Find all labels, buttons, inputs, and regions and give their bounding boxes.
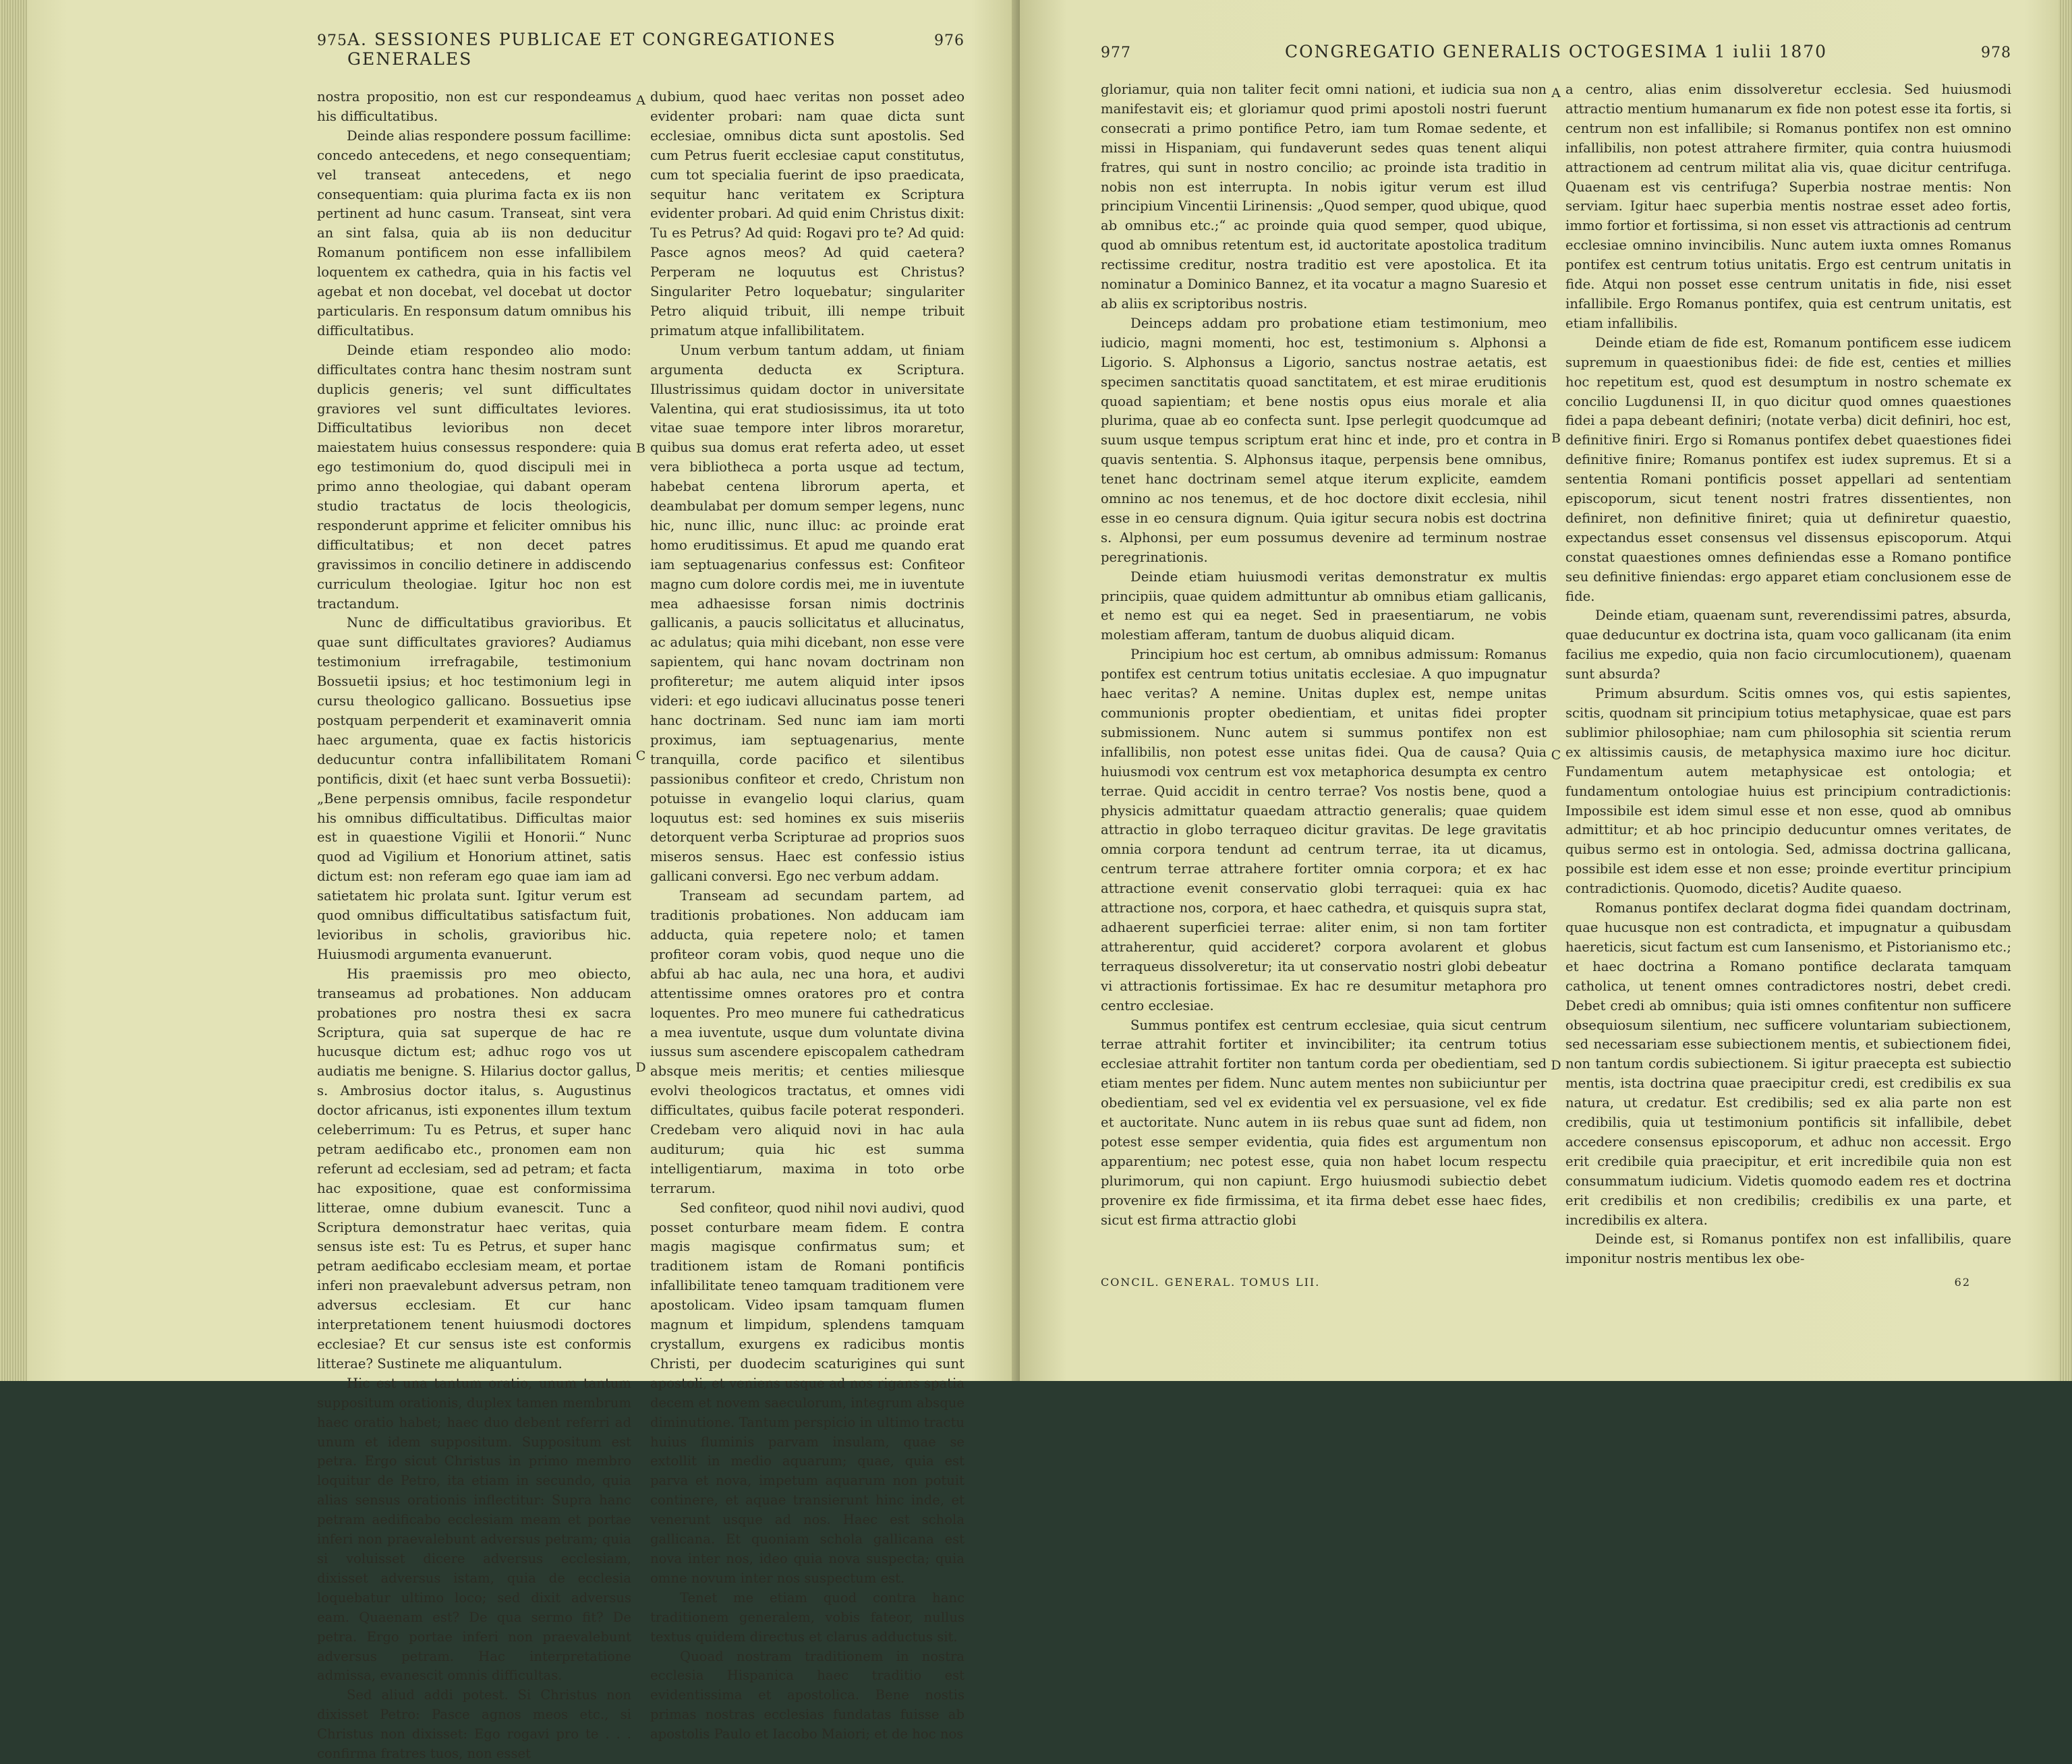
paragraph: His praemissis pro meo obiecto, transeamus ad probationes. Non adducam probationes pro nostra thesi ex sacra Scriptura, quia sat superque de hac re hucusque dictum est; adhuc rogo vos ut audiatis me benigne. S. Hilarius doctor gallus, s. Ambrosius doctor italus, s. Augustinus doctor africanus, isti exponentes illum textum celeberrimum: Tu es Petrus, et super hanc petram aedificabo etc., pronomen eam non referunt ad ecclesiam, sed ad petram; et facta hac expositione, quae est conformissima litterae, omne dubium evanescit. Tunc a Scriptura demonstratur haec veritas, quia sensus iste est: Tu es Petrus, et super hanc petram aedificabo ecclesiam meam, et portae inferi non praevalebunt adversus petram, non adversus ecclesiam. Et cur hanc interpretationem tenent huiusmodi doctores ecclesiae? Et cur sensus iste est conformis litterae? Sustinete me aliquantulum. — [317, 966, 631, 1372]
left-page-edge — [0, 0, 27, 1381]
margin-letter: C — [1551, 748, 1561, 763]
paragraph: a centro, alias enim dissolveretur ecclesia. Sed huiusmodi attractio mentium humanarum ex fide non potest esse ita fortis, si centrum non est infallibile; si Romanus pontifex non est omnino infallibilis, non potest attrahere firmiter, quia contra huiusmodi attractionem ad centrum militat alia vis, quae dicitur centrifuga. Quaenam est vis centrifuga? Superbia nostrae mentis: Non serviam. Igitur haec superbia mentis nostrae esset adeo fortis, immo fortior et fortissima, si non esset vis attractionis ad centrum ecclesiae omnino invincibilis. Nunc autem iuxta omnes Romanus pontifex est centrum totius unitatis. Ergo est centrum unitatis in fide. Atqui non posset esse centrum unitatis in fide, nisi esset infallibile. Ergo Romanus pontifex, quia est centrum unitatis, est etiam infallibilis. — [1565, 82, 2011, 331]
right-running-title: CONGREGATIO GENERALIS OCTOGESIMA 1 iulii 1870 — [1284, 42, 1828, 61]
paragraph: Principium hoc est certum, ab omnibus admissum: Romanus pontifex est centrum totius unitatis ecclesiae. A quo impugnatur haec veritas? A nemine. Unitas duplex est, nempe unitas communionis propter obedientiam, et unitas fidei propter submissionem. Nunc autem si summus pontifex non est infallibilis, non potest esse unitas fidei. Qua de causa? Quia huiusmodi vox centrum est vox metaphorica desumpta ex centro terrae. Quid accidit in centro terrae? Vos nostis bene, quod a physicis admittatur quaedam attractio generalis; quae quidem attractio in globo terraqueo dicitur gravitas. De lege gravitatis omnia corpora tendunt ad centrum terrae, ita ut dicamus, centrum terrae attrahere fortiter omnia corpora; et ex hac attractione evenit conservatio globi terraquei: quia ex hac attractione nos, corpora, et haec cathedra, et quisquis supra stat, adhaerent superficiei terrae: aliter enim, si non tam fortiter attraherentur, quid accideret? corpora avolarent et globus terraqueus dissolveretur; ita ut conservatio nostri globi debeatur vi attractionis fortissimae. Ex hac re desumitur metaphora pro centro ecclesiae. — [1101, 647, 1547, 1013]
right-page-columns — [1101, 80, 2011, 1269]
paragraph: Nunc de difficultatibus gravioribus. Et quae sunt difficultates graviores? Audiamus testimonium irrefragabile, testimonium Bossuetii ipsius; et hoc testimonium legi in cursu theologico gallicano. Bossuetius ipse postquam perpenderit et examinaverit omnia haec argumenta, quae ex factis historicis deducuntur contra infallibilitatem Romani pontificis, dixit (et haec sunt verba Bossuetii): „Bene perpensis omnibus, facile respondetur his omnibus difficultatibus. Difficultas maior est in quaestione Vigilii et Honorii.“ Nunc quod ad Vigilium et Honorium attinet, satis dictum est: non referam ego quae iam iam ad satietatem hic prolata sunt. Igitur verum est quod omnibus difficultatibus satisfactum fuit, levioribus in scholis, gravioribus hic. Huiusmodi argumenta evanuerunt. — [317, 615, 631, 962]
right-page-footer — [1101, 1276, 2011, 1289]
left-page-columns — [317, 88, 965, 1764]
left-page-header — [317, 30, 965, 69]
paragraph: Deinde etiam de fide est, Romanum pontificem esse iudicem supremum in quaestionibus fidei: de fide est, centies et millies hoc repetitum est, quod est desumptum in nostro schemate ex concilio Lugdunensi II, in quo dicitur quod omnes quaestiones fidei a papa debeant definiri; (notate verba) dicit definiri, hoc est, definitive finiri. Ergo si Romanus pontifex debet quaestiones fidei definitive finire; Romanus pontifex est iudex supremus. Et si a sententia Romani pontificis posset appellari ad sententiam episcoporum, sicut tenent nostri fratres dissentientes, non definiret, non definitive finiret; quia ut definiretur quaestio, expectandus esset consensus vel dissensus episcoporum. Atqui constat quaestiones omnes definiendas esse a Romano pontifice seu definitive finiendas: ergo apparet etiam conclusionem esse de fide. — [1565, 334, 2011, 604]
margin-letter: D — [1551, 1058, 1561, 1073]
paragraph: Deinde alias respondere possum facillime: concedo antecedens, et nego consequentiam; vel transeat antecedens, et nego consequentiam: quia plurima facta ex iis non pertinent ad hunc casum. Transeat, sint vera an sint falsa, quia ab iis non deducitur Romanum pontificem non esse infallibilem loquentem ex cathedra, quia in his factis vel agebat et non docebat, vel docebat ut doctor particularis. En responsum datum omnibus his difficultatibus. — [317, 127, 631, 339]
paragraph: Sed confiteor, quod nihil novi audivi, quod posset conturbare meam fidem. E contra magis magisque confirmatus sum; et traditionem istam de Romani pontificis infallibilitate teneo tamquam traditionem vere apostolicam. Video ipsam tamquam flumen magnum et limpidum, splendens tamquam crystallum, exurgens ex radicibus montis Christi, per duodecim scaturigines qui sunt apostoli, et veniens usque ad nos rigans spatia decem et novem saeculorum, integrum absque diminutione. Tantum perspicio in ultimo tractu huius fluminis parvam insulam, quae se extollit in medio aquarum; quae, quia est parva et nova, impetum aquarum non potuit continere, et aquae transierunt hinc inde, et venerunt usque ad nos. Haec est schola gallicana. Et quoniam schola gallicana est nova inter nos, ideo quia nova suspecta; quia omne novum inter nos suspectum est. — [650, 1200, 965, 1586]
margin-letter: B — [1551, 431, 1561, 446]
right-page-header — [1101, 42, 2011, 61]
right-page-number: 977 — [1101, 45, 1131, 61]
paragraph: dubium, quod haec veritas non posset adeo evidenter probari: nam quae dicta sunt ecclesiae, omnibus dicta sunt apostolis. Sed cum Petrus fuerit ecclesiae caput constitutus, cum tot specialia fuerint de ipso praedicata, sequitur hanc veritatem ex Scriptura evidenter probari. Ad quid enim Christus dixit: Tu es Petrus? Ad quid: Rogavi pro te? Ad quid: Pasce agnos meos? Ad quid caetera? Perperam ne loquutus est Christus? Singulariter Petro loquebatur; singulariter Petro aliquid tribuit, illi nempe tribuit primatum atque infallibilitatem. — [650, 89, 965, 339]
paragraph: Primum absurdum. Scitis omnes vos, qui estis sapientes, scitis, quodnam sit principium totius metaphysicae, quae est pars sublimior philosophiae; nam cum philosophia sit scientia rerum ex altissimis causis, de metaphysica maximo iure hoc dicitur. Fundamentum autem metaphysicae est ontologia; et fundamentum ontologiae huius est principium contradictionis: Impossibile est idem simul esse et non esse, quod ab omnibus admittitur; et ab hoc principio deducuntur omnes veritates, de quibus sermo est in ontologia. Sed, admissa doctrina gallicana, possibile est idem esse et non esse; proinde evertitur principium contradictionis. Quomodo, dicetis? Audite quaeso. — [1565, 686, 2011, 897]
right-column-a — [1101, 80, 1556, 1269]
paragraph: Deinde etiam huiusmodi veritas demonstratur ex multis principiis, quae quidem admittuntur ab omnibus etiam gallicanis, et nemo est qui ea neget. Sed in praesentiarum, ne vobis molestiam afferam, tantum de duobus aliquid dicam. — [1101, 568, 1547, 643]
margin-letter: D — [635, 1060, 646, 1075]
paragraph: Deinde etiam, quaenam sunt, reverendissimi patres, absurda, quae deducuntur ex doctrina ista, quam voco gallicanam (ita enim facilius me expedio, quia non facio circumlocutionem), quaenam sunt absurda? — [1565, 608, 2011, 682]
right-page-edge — [2059, 0, 2072, 1381]
paragraph: Romanus pontifex declarat dogma fidei quandam doctrinam, quae hucusque non est contradicta, et impugnatur a quibusdam haereticis, sicut factum est cum Iansenismo, et Pistorianismo etc.; et haec doctrina a Romano pontifice declarata tamquam catholica, ut tenent omnes contradictores nostri, debet credi. Debet credi ab omnibus; quia isti omnes confitentur non sufficere obsequiosum silentium, nec sufficere voluntariam subiectionem, sed necessariam esse subiectionem mentis, et subiectionem fidei, non tantum cordis subiectionem. Si igitur praecepta est subiectio mentis, ista doctrina quae praecipitur credi, est credibilis ex sua natura, ut credatur. Est credibilis; sed ex alia parte non est credibilis, quia ut testimonium pontificis sit infallibile, debet accedere consensus episcoporum, et adhuc non accessit. Ergo erit credibile quia praecipitur, et erit incredibile quia non est consummatum iudicium. Videtis quomodo eadem res et doctrina erit credibilis et non credibilis; credibilis ex una parte, et incredibilis ex altera. — [1565, 900, 2011, 1228]
left-column-b — [641, 88, 965, 1764]
paragraph: Hic est una tantum oratio, unum tantum suppositum orationis, duplex tamen membrum haec oratio habet; haec duo debent referri ad unum et idem suppositum. Suppositum est petra. Ergo sicut Christus in primo membro loquitur de Petro, ita etiam in secundo, quia alias sensus orationis inflectitur: Supra hanc petram aedificabo ecclesiam meam et portae inferi non praevalebunt adversus petram; quia si voluisset dicere adversus ecclesiam, dixisset adversus istam, quia de ecclesia loquebatur ultimo loco; sed dixit adversus eam. Quaenam est? De qua sermo fit? De petra. Ergo portae inferi non praevalebunt adversus petram. Hac interpretatione admissa, evanescit omnis difficultas. — [317, 1375, 631, 1684]
paragraph: Tenet me etiam quod contra hanc traditionem generalem, vobis fateor, nullus textus quidem directus et clarus adductus sit. — [650, 1589, 965, 1645]
paragraph: Sed aliud addi potest. Si Christus non dixisset Petro: Pasce agnos meos etc., si Christus non dixisset: Ego rogavi pro te . . . confirma fratres tuos, non esset — [317, 1687, 631, 1762]
margin-letter: C — [635, 748, 646, 763]
footer-signature: 62 — [1954, 1276, 1971, 1289]
left-page-number: 975 — [317, 32, 347, 49]
left-column-a — [317, 88, 641, 1764]
paragraph: Deinde est, si Romanus pontifex non est infallibilis, quare imponitur nostris mentibus lex obe- — [1565, 1231, 2011, 1267]
paragraph: Deinceps addam pro probatione etiam testimonium, meo iudicio, magni momenti, hoc est, testimonium s. Alphonsi a Ligorio. S. Alphonsus a Ligorio, sanctus nostrae aetatis, est specimen sanctitatis quoad sanctitatem, et est mirae eruditionis quoad sapientiam; et bene nostis opus eius morale et alia plurima, quae ab eo confecta sunt. Ipse perlegit quodcumque ad suum usque tempus scriptum erat hinc et inde, pro et contra in quavis sententia. S. Alphonsus itaque, perpensis bene omnibus, tenet hanc doctrinam semel atque iterum explicite, eamdem omnino ac nos tenemus, et de hoc doctore dixit ecclesia, nihil esse in eo censura dignum. Quia igitur secura nobis est doctrina s. Alphonsi, per eum possumus devenire ad terminum nostrae peregrinationis. — [1101, 315, 1547, 565]
right-page — [1020, 0, 2059, 1381]
left-page — [27, 0, 1018, 1762]
paragraph: gloriamur, quia non taliter fecit omni nationi, et iudicia sua non manifestavit eis; et gloriamur quod primi apostoli nostri fuerunt consecrati a primo pontifice Petro, iam tum Romae sedente, et missi in Hispaniam, qui fundaverunt sedes quas tenent aliqui fratres, qui sunt in nostro concilio; ac proinde ista traditio in nobis non est interrupta. In nobis igitur verum est illud principium Vincentii Lirinensis: „Quod semper, quod ubique, quod ab omnibus etc.;“ ac proinde quia quod semper, quod ubique, quod ab omnibus retentum est, id auctoritate apostolica traditum rectissime creditur, nostra traditio est vere apostolica. Et ita nominatur a Dominico Bannez, et ita vocatur a magno Suaresio et ab aliis ex scriptoribus nostris. — [1101, 82, 1547, 312]
paragraph: Quoad nostram traditionem in nostra ecclesia Hispanica haec traditio est evidentissima et apostolica. Bene nostis primas nostras ecclesias fundatas fuisse ab apostolis Paulo et Iacobo Maiori; et de hoc nos — [650, 1648, 965, 1742]
left-page-column-number: 976 — [934, 32, 965, 49]
margin-letter: B — [636, 441, 645, 456]
paragraph: Transeam ad secundam partem, ad traditionis probationes. Non adducam iam adducta, quia repetere nolo; et tamen profiteor coram vobis, quod neque uno die abfui ab hac aula, nec una hora, et audivi attentissime omnes oratores pro et contra loquentes. Pro meo munere fui cathedraticus a mea iuventute, usque dum voluntate divina iussus sum ascendere episcopalem cathedram absque meis meritis; et centies miliesque evolvi theologicos tractatus, et omnes vidi difficultates, quibus facile poterat responderi. Credebam vero aliquid novi in hac aula auditurum; quia hic est summa intelligentiarum, maxima in toto orbe terrarum. — [650, 888, 965, 1196]
margin-letter: A — [1551, 86, 1561, 100]
margin-letter: A — [636, 93, 645, 108]
paragraph: nostra propositio, non est cur respondeamus his difficultatibus. — [317, 89, 631, 124]
right-page-column-number: 978 — [1981, 45, 2011, 61]
paragraph: Unum verbum tantum addam, ut finiam argumentа deducta ex Scriptura. Illustrissimus quidam doctor in universitate Valentina, qui erat studiosissimus, ita ut toto vitae suae tempore inter libros moraretur, quibus sua domus erat referta adeo, ut esset vera bibliotheca a porta usque ad tectum, habebat centena librorum aperta, et deambulabat per domum semper legens, nunc hic, nunc illic, nunc illuc: ac proinde erat homo eruditissimus. Et apud me quando erat iam septuagenarius confessus est: Confiteor magno cum dolore cordis mei, me in iuventute mea adhaesisse forsan nimis doctrinis gallicanis, a paucis sollicitatus et allucinatus, ac adulatus; quia mihi dicebant, non esse vere sapientem, qui hanc novam doctrinam non profiteretur; me autem aliquid inter ipsos videri: et ego iudicavi allucinatus posse teneri hanc doctrinam. Sed nunc iam iam morti proximus, iam septuagenarius, mente tranquilla, corde pacifico et silentibus passionibus confiteor et credo, Christum non potuisse in evangelio loqui clarius, quam loquutus est: sed homines ex suis miseriis detorquent verba Scripturae ad proprios suos miseros sensus. Haec est confessio istius gallicani conversi. Ego nec verbum addam. — [650, 342, 965, 885]
paragraph: Deinde etiam respondeo alio modo: difficultates contra hanc thesim nostram sunt duplicis generis; vel sunt difficultates graviores vel sunt difficultates leviores. Difficultatibus levioribus non decet maiestatem huius consessus respondere: quia ego testimonium do, quod discipuli mei in primo anno theologiae, qui dabant operam studio tractatus de locis theologicis, responderunt apprime et feliciter omnibus his difficultatibus; et non decet patres gravissimos in concilio detinere in addiscendo curriculum theologiae. Igitur hoc non est tractandum. — [317, 342, 631, 612]
footer-volume: CONCIL. GENERAL. TOMUS LII. — [1101, 1276, 1321, 1289]
paragraph: Summus pontifex est centrum ecclesiae, quia sicut centrum terrae attrahit fortiter et invincibiliter; ita centrum totius ecclesiae attrahit fortiter non tantum corda per obedientiam, sed etiam mentes per fidem. Nunc autem mentes non subiiciuntur per obedientiam, sed vel ex evidentia vel ex persuasione, vel ex fide et auctoritate. Nunc autem in iis rebus quae sunt ad fidem, non potest esse semper evidentia, quia fides est argumentum non apparentium; nec potest esse, quia non habet locum respectu plurimorum, qui non capiunt. Ergo huiusmodi subiectio debet provenire ex fide firmissima, et ita firma debet esse haec fides, sicut est firma attractio globi — [1101, 1017, 1547, 1228]
left-running-title: A. SESSIONES PUBLICAE ET CONGREGATIONES GENERALES — [347, 30, 836, 69]
right-column-b — [1556, 80, 2011, 1269]
